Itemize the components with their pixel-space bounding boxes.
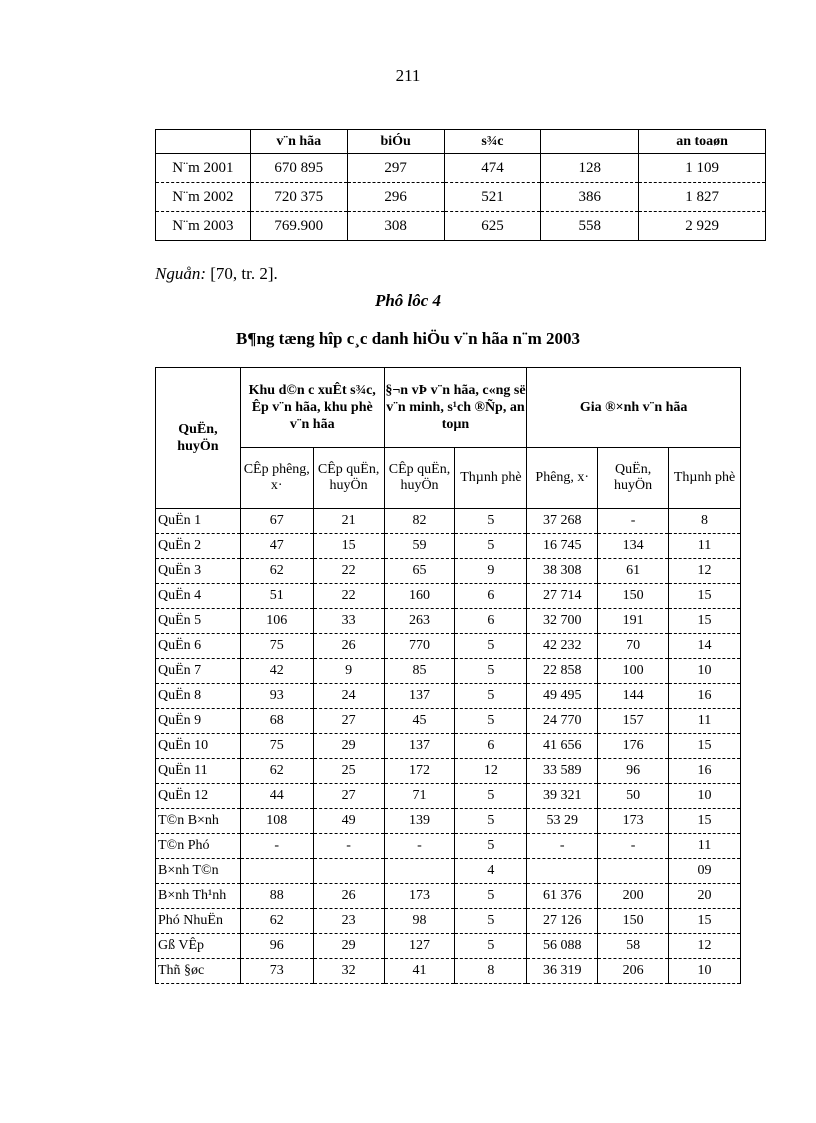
value-cell: 12 bbox=[455, 759, 527, 784]
value-cell: - bbox=[384, 834, 455, 859]
value-cell: 61 bbox=[598, 559, 669, 584]
value-cell: 61 376 bbox=[527, 884, 598, 909]
table-row bbox=[156, 709, 741, 734]
value-cell: 172 bbox=[384, 759, 455, 784]
row-label-cell: QuËn 8 bbox=[156, 684, 241, 709]
value-cell: 41 bbox=[384, 959, 455, 984]
value-cell: 88 bbox=[240, 884, 313, 909]
appendix-title: Phô lôc 4 bbox=[374, 291, 442, 310]
value-cell: 6 bbox=[455, 734, 527, 759]
value-cell: 32 700 bbox=[527, 609, 598, 634]
value-cell: 150 bbox=[598, 584, 669, 609]
page-number: 211 bbox=[395, 66, 421, 85]
table-row bbox=[156, 509, 741, 534]
value-cell: 720 375 bbox=[250, 183, 347, 212]
header-cell: s¾c bbox=[444, 130, 541, 154]
value-cell: 137 bbox=[384, 684, 455, 709]
value-cell: 10 bbox=[669, 659, 741, 684]
value-cell: 11 bbox=[669, 709, 741, 734]
table-title: B¶ng tæng hîp c¸c danh hiÖu v¨n hãa n¨m 2003 bbox=[235, 329, 581, 348]
value-cell: 15 bbox=[669, 584, 741, 609]
value-cell: 27 714 bbox=[527, 584, 598, 609]
group-header: Gia ®×nh v¨n hãa bbox=[527, 368, 741, 448]
table-row bbox=[156, 909, 741, 934]
value-cell: 22 bbox=[313, 559, 384, 584]
value-cell: 98 bbox=[384, 909, 455, 934]
row-label-cell: N¨m 2001 bbox=[156, 154, 251, 183]
value-cell: 38 308 bbox=[527, 559, 598, 584]
value-cell: 26 bbox=[313, 884, 384, 909]
value-cell: 47 bbox=[240, 534, 313, 559]
value-cell: 769.900 bbox=[250, 212, 347, 241]
table-row bbox=[156, 784, 741, 809]
value-cell: 6 bbox=[455, 609, 527, 634]
value-cell: 67 bbox=[240, 509, 313, 534]
sub-header: CÊp quËn, huyÖn bbox=[313, 448, 384, 509]
value-cell: 296 bbox=[347, 183, 444, 212]
value-cell: 206 bbox=[598, 959, 669, 984]
value-cell: 108 bbox=[240, 809, 313, 834]
table-row bbox=[156, 559, 741, 584]
value-cell: 75 bbox=[240, 634, 313, 659]
value-cell: 33 bbox=[313, 609, 384, 634]
value-cell: 22 bbox=[313, 584, 384, 609]
statistics-table-top bbox=[155, 129, 766, 241]
value-cell: 625 bbox=[444, 212, 541, 241]
value-cell: - bbox=[527, 834, 598, 859]
value-cell: 297 bbox=[347, 154, 444, 183]
table-row bbox=[156, 684, 741, 709]
value-cell: 200 bbox=[598, 884, 669, 909]
value-cell: - bbox=[313, 834, 384, 859]
value-cell: 106 bbox=[240, 609, 313, 634]
value-cell: 15 bbox=[669, 734, 741, 759]
value-cell bbox=[240, 859, 313, 884]
value-cell: 308 bbox=[347, 212, 444, 241]
value-cell: 29 bbox=[313, 734, 384, 759]
value-cell: 521 bbox=[444, 183, 541, 212]
value-cell: 41 656 bbox=[527, 734, 598, 759]
sub-header: CÊp phêng, x· bbox=[240, 448, 313, 509]
value-cell: 5 bbox=[455, 534, 527, 559]
value-cell: 20 bbox=[669, 884, 741, 909]
value-cell: 44 bbox=[240, 784, 313, 809]
value-cell: 128 bbox=[541, 154, 639, 183]
value-cell: 42 bbox=[240, 659, 313, 684]
value-cell: 51 bbox=[240, 584, 313, 609]
sub-header: Phêng, x· bbox=[527, 448, 598, 509]
value-cell bbox=[527, 859, 598, 884]
value-cell: 5 bbox=[455, 684, 527, 709]
value-cell: 96 bbox=[598, 759, 669, 784]
row-label-cell: QuËn 9 bbox=[156, 709, 241, 734]
value-cell: 42 232 bbox=[527, 634, 598, 659]
value-cell: 10 bbox=[669, 959, 741, 984]
value-cell: 70 bbox=[598, 634, 669, 659]
value-cell: 100 bbox=[598, 659, 669, 684]
table-row bbox=[156, 154, 766, 183]
table-row bbox=[156, 859, 741, 884]
value-cell: 14 bbox=[669, 634, 741, 659]
row-label-cell: T©n B×nh bbox=[156, 809, 241, 834]
value-cell: 137 bbox=[384, 734, 455, 759]
value-cell: 127 bbox=[384, 934, 455, 959]
value-cell: 558 bbox=[541, 212, 639, 241]
value-cell: 09 bbox=[669, 859, 741, 884]
value-cell: 36 319 bbox=[527, 959, 598, 984]
value-cell: 386 bbox=[541, 183, 639, 212]
value-cell: 59 bbox=[384, 534, 455, 559]
table-row bbox=[156, 634, 741, 659]
value-cell: 62 bbox=[240, 559, 313, 584]
group-header: §¬n vÞ v¨n hãa, c«ng së v¨n minh, s¹ch ®Ñp, an toµn bbox=[384, 368, 527, 448]
source-label: Nguån: bbox=[155, 264, 206, 283]
value-cell: 134 bbox=[598, 534, 669, 559]
value-cell: 157 bbox=[598, 709, 669, 734]
value-cell: 5 bbox=[455, 884, 527, 909]
row-label-cell: N¨m 2002 bbox=[156, 183, 251, 212]
value-cell: 50 bbox=[598, 784, 669, 809]
table-row bbox=[156, 809, 741, 834]
culture-titles-table bbox=[155, 367, 741, 984]
value-cell: 160 bbox=[384, 584, 455, 609]
value-cell: 15 bbox=[669, 609, 741, 634]
group-header: Khu d©n c xuÊt s¾c, Êp v¨n hãa, khu phè v¨n hãa bbox=[240, 368, 384, 448]
table-row bbox=[156, 659, 741, 684]
value-cell: - bbox=[598, 509, 669, 534]
value-cell: 27 126 bbox=[527, 909, 598, 934]
row-label-cell: Gß VÊp bbox=[156, 934, 241, 959]
value-cell: 5 bbox=[455, 509, 527, 534]
value-cell: 75 bbox=[240, 734, 313, 759]
header-cell bbox=[541, 130, 639, 154]
value-cell: 4 bbox=[455, 859, 527, 884]
value-cell: 25 bbox=[313, 759, 384, 784]
value-cell: 474 bbox=[444, 154, 541, 183]
value-cell: 33 589 bbox=[527, 759, 598, 784]
value-cell: 8 bbox=[455, 959, 527, 984]
value-cell: 670 895 bbox=[250, 154, 347, 183]
table-row bbox=[156, 934, 741, 959]
header-cell: an toaøn bbox=[639, 130, 766, 154]
header-cell: biÓu bbox=[347, 130, 444, 154]
value-cell: 15 bbox=[313, 534, 384, 559]
value-cell: 5 bbox=[455, 709, 527, 734]
value-cell: 144 bbox=[598, 684, 669, 709]
value-cell: 27 bbox=[313, 784, 384, 809]
table-header-row bbox=[156, 130, 766, 154]
value-cell: 139 bbox=[384, 809, 455, 834]
value-cell: 263 bbox=[384, 609, 455, 634]
value-cell: 173 bbox=[598, 809, 669, 834]
value-cell: 5 bbox=[455, 634, 527, 659]
table-row bbox=[156, 884, 741, 909]
value-cell: 2 929 bbox=[639, 212, 766, 241]
value-cell: 82 bbox=[384, 509, 455, 534]
value-cell: 73 bbox=[240, 959, 313, 984]
value-cell: 10 bbox=[669, 784, 741, 809]
table-row bbox=[156, 834, 741, 859]
row-label-cell: QuËn 3 bbox=[156, 559, 241, 584]
value-cell: 9 bbox=[313, 659, 384, 684]
row-label-cell: QuËn 6 bbox=[156, 634, 241, 659]
row-label-cell: QuËn 2 bbox=[156, 534, 241, 559]
value-cell: 16 bbox=[669, 684, 741, 709]
value-cell: 12 bbox=[669, 934, 741, 959]
value-cell: 58 bbox=[598, 934, 669, 959]
value-cell: 16 745 bbox=[527, 534, 598, 559]
value-cell: - bbox=[598, 834, 669, 859]
value-cell: 21 bbox=[313, 509, 384, 534]
value-cell bbox=[384, 859, 455, 884]
value-cell: 11 bbox=[669, 834, 741, 859]
row-label-cell: QuËn 5 bbox=[156, 609, 241, 634]
value-cell: 1 827 bbox=[639, 183, 766, 212]
value-cell: 45 bbox=[384, 709, 455, 734]
value-cell: 32 bbox=[313, 959, 384, 984]
header-cell: v¨n hãa bbox=[250, 130, 347, 154]
value-cell: 5 bbox=[455, 784, 527, 809]
value-cell: 56 088 bbox=[527, 934, 598, 959]
sub-header: Thµnh phè bbox=[669, 448, 741, 509]
row-label-cell: Thñ §øc bbox=[156, 959, 241, 984]
sub-header: CÊp quËn, huyÖn bbox=[384, 448, 455, 509]
value-cell: 29 bbox=[313, 934, 384, 959]
value-cell: 16 bbox=[669, 759, 741, 784]
row-label-cell: QuËn 4 bbox=[156, 584, 241, 609]
value-cell: 8 bbox=[669, 509, 741, 534]
value-cell: 5 bbox=[455, 934, 527, 959]
value-cell: 6 bbox=[455, 584, 527, 609]
value-cell: 15 bbox=[669, 809, 741, 834]
district-header: QuËn, huyÖn bbox=[156, 368, 241, 509]
value-cell: 15 bbox=[669, 909, 741, 934]
value-cell: 68 bbox=[240, 709, 313, 734]
value-cell: 27 bbox=[313, 709, 384, 734]
value-cell: 22 858 bbox=[527, 659, 598, 684]
row-label-cell: QuËn 7 bbox=[156, 659, 241, 684]
value-cell: 150 bbox=[598, 909, 669, 934]
value-cell: 5 bbox=[455, 834, 527, 859]
value-cell: 39 321 bbox=[527, 784, 598, 809]
table-row bbox=[156, 584, 741, 609]
value-cell: 5 bbox=[455, 659, 527, 684]
row-label-cell: QuËn 12 bbox=[156, 784, 241, 809]
row-label-cell: Phó NhuËn bbox=[156, 909, 241, 934]
value-cell: 71 bbox=[384, 784, 455, 809]
table-row bbox=[156, 734, 741, 759]
table-row bbox=[156, 534, 741, 559]
value-cell: 24 770 bbox=[527, 709, 598, 734]
sub-header: QuËn, huyÖn bbox=[598, 448, 669, 509]
value-cell: 176 bbox=[598, 734, 669, 759]
value-cell: 62 bbox=[240, 909, 313, 934]
value-cell: 65 bbox=[384, 559, 455, 584]
table-row bbox=[156, 959, 741, 984]
value-cell: 53 29 bbox=[527, 809, 598, 834]
value-cell: 5 bbox=[455, 809, 527, 834]
row-label-cell: B×nh Th¹nh bbox=[156, 884, 241, 909]
source-text: [70, tr. 2]. bbox=[206, 264, 278, 283]
row-label-cell: QuËn 10 bbox=[156, 734, 241, 759]
value-cell: 26 bbox=[313, 634, 384, 659]
sub-header: Thµnh phè bbox=[455, 448, 527, 509]
value-cell: 37 268 bbox=[527, 509, 598, 534]
value-cell: 23 bbox=[313, 909, 384, 934]
value-cell bbox=[598, 859, 669, 884]
row-label-cell: QuËn 1 bbox=[156, 509, 241, 534]
header-cell bbox=[156, 130, 251, 154]
value-cell: - bbox=[240, 834, 313, 859]
row-label-cell: B×nh T©n bbox=[156, 859, 241, 884]
value-cell bbox=[313, 859, 384, 884]
value-cell: 11 bbox=[669, 534, 741, 559]
source-note bbox=[155, 264, 278, 284]
value-cell: 93 bbox=[240, 684, 313, 709]
value-cell: 12 bbox=[669, 559, 741, 584]
table-row bbox=[156, 183, 766, 212]
value-cell: 24 bbox=[313, 684, 384, 709]
table-row bbox=[156, 212, 766, 241]
value-cell: 173 bbox=[384, 884, 455, 909]
table-row bbox=[156, 759, 741, 784]
row-label-cell: T©n Phó bbox=[156, 834, 241, 859]
value-cell: 5 bbox=[455, 909, 527, 934]
table-row bbox=[156, 609, 741, 634]
row-label-cell: N¨m 2003 bbox=[156, 212, 251, 241]
row-label-cell: QuËn 11 bbox=[156, 759, 241, 784]
value-cell: 96 bbox=[240, 934, 313, 959]
value-cell: 62 bbox=[240, 759, 313, 784]
value-cell: 49 495 bbox=[527, 684, 598, 709]
value-cell: 1 109 bbox=[639, 154, 766, 183]
value-cell: 770 bbox=[384, 634, 455, 659]
value-cell: 85 bbox=[384, 659, 455, 684]
value-cell: 191 bbox=[598, 609, 669, 634]
value-cell: 49 bbox=[313, 809, 384, 834]
value-cell: 9 bbox=[455, 559, 527, 584]
